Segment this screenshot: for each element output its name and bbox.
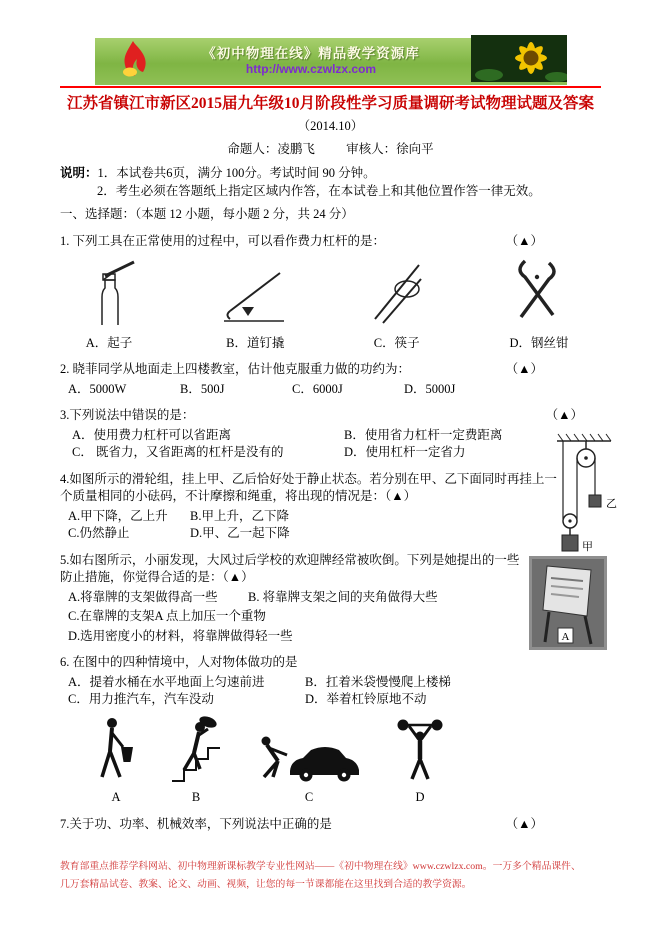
question-4-text: 4.如图所示的滑轮组，挂上甲、乙后恰好处于静止状态。若分别在甲、乙下面同时再挂上一个质量相同的小砝码，不计摩擦和绳重，将出现的情况是：: [60, 471, 557, 503]
option: C.仍然静止: [68, 526, 130, 540]
option: B.甲上升，乙下降: [190, 508, 289, 523]
sunflower-image: [471, 35, 567, 88]
pushing-car-image: [254, 729, 364, 789]
question-6-options-row-1: [60, 674, 560, 709]
answer-blank: （▲）: [545, 408, 583, 422]
site-logo-icon: [117, 39, 151, 85]
bottle-opener-image: [74, 253, 144, 333]
welcome-sign-image: [529, 556, 607, 656]
question-2-options: [60, 381, 601, 399]
instructions-label: 说明：: [60, 166, 98, 180]
question-1-text: 1. 下列工具在正常使用的过程中，可以看作费力杠杆的是：: [60, 233, 386, 248]
figure-cell: [396, 715, 444, 807]
question-4-text-row: [60, 471, 565, 506]
figure-cell: [222, 253, 288, 352]
questions-3-4-block: [60, 407, 617, 553]
question-5-text: 5.如右图所示，小丽发现，大风过后学校的欢迎牌经常被吹倒。下列是她提出的一些防止措施，你觉得合适的是：: [60, 552, 520, 584]
climbing-stairs-image: [170, 715, 222, 789]
question-6: [60, 654, 601, 807]
document-body: [60, 86, 617, 833]
site-banner: [95, 38, 567, 85]
question-2-text: 2. 晓菲同学从地面走上四楼教室，估计他克服重力做的功约为：: [60, 362, 411, 376]
option: B．扛着米袋慢慢爬上楼梯: [305, 674, 451, 689]
question-7: [60, 816, 601, 834]
wire-pliers-image: [505, 253, 573, 333]
question-5-options-row-1: [60, 589, 500, 607]
option: D.选用密度小的材料，将靠牌做得轻一些: [68, 628, 293, 643]
question-5: [60, 552, 601, 646]
answer-blank: （▲）: [505, 362, 543, 376]
answer-blank: （▲）: [505, 233, 543, 248]
question-setter: 命题人：凌鹏飞: [227, 141, 315, 156]
exam-date: （2014.10）: [297, 119, 364, 133]
pulley-weight-jia-label: 甲: [582, 541, 593, 553]
instruction-item-2: 2．考生必须在答题纸上指定区域内作答，在本试卷上和其他位置作答一律无效。: [97, 183, 541, 198]
instructions: [60, 165, 601, 200]
option: A.将靠牌的支架做得高一些: [68, 589, 218, 604]
figure-label: C: [304, 790, 314, 804]
rail-spike-crowbar-image: [222, 253, 288, 333]
answer-blank: （▲）: [222, 570, 254, 584]
chopsticks-image: [367, 253, 427, 333]
option: C． 既省力，又省距离的杠杆是没有的: [72, 445, 284, 459]
section-title: 一、选择题：（本题 12 小题，每小题 2 分，共 24 分）: [60, 207, 354, 221]
option: D．使用杠杆一定省力: [344, 445, 466, 459]
question-6-text: 6. 在图中的四种情境中，人对物体做功的是: [60, 655, 298, 669]
figure-cell: [94, 715, 138, 807]
lifting-barbell-image: [396, 715, 444, 789]
answer-blank: （▲）: [385, 489, 417, 503]
question-3: [60, 407, 601, 462]
site-title: 《初中物理在线》精品教学资源库: [202, 45, 420, 61]
figure-cell: [254, 729, 364, 807]
footer-line-2: 几万套精品试卷、教案、论文、动画、视频，让您的每一节课都能在这里找到合适的教学资源。: [60, 878, 472, 890]
pulley-system-diagram: [553, 429, 617, 569]
authors-line: [60, 141, 601, 159]
option-label: B．道钉撬: [226, 335, 285, 350]
figure-cell: [74, 253, 144, 352]
option-label: C．筷子: [373, 335, 420, 350]
figure-label: B: [191, 790, 201, 804]
banner-text: [151, 46, 471, 78]
option-label: A．起子: [85, 335, 133, 350]
site-url-link[interactable]: http://www.czwlzx.com: [245, 62, 377, 77]
question-2: [60, 361, 601, 398]
instruction-line-2: [60, 183, 601, 201]
question-3-text: 3.下列说法中错误的是：: [60, 408, 195, 422]
page-title: 江苏省镇江市新区2015届九年级10月阶段性学习质量调研考试物理试题及答案: [66, 95, 594, 112]
option: A．提着水桶在水平地面上匀速前进: [68, 674, 265, 689]
option: B．500J: [180, 381, 225, 396]
pulley-weight-yi-label: 乙: [606, 498, 617, 510]
question-4: [60, 471, 601, 543]
reviewer: 审核人：徐向平: [346, 141, 434, 156]
option: D．举着杠铃原地不动: [305, 692, 427, 706]
question-5-text-row: [60, 552, 522, 587]
instruction-line-1: [60, 165, 601, 183]
figure-label: A: [111, 790, 121, 804]
header-divider: [60, 86, 601, 88]
question-4-options: [60, 508, 390, 543]
option-label: D．钢丝钳: [509, 335, 569, 350]
instruction-item-1: 1．本试卷共6页，满分 100分。考试时间 90 分钟。: [97, 166, 376, 180]
option: D.甲、乙一起下降: [190, 526, 290, 540]
question-3-options: [60, 427, 601, 462]
question-1-figures: [60, 250, 601, 352]
option: A．使用费力杠杆可以省距离: [72, 427, 232, 442]
figure-cell: [505, 253, 573, 352]
option: A.甲下降，乙上升: [68, 508, 168, 523]
footer-line-1: 教育部重点推荐学科网站、初中物理新课标教学专业性网站——《初中物理在线》www.czwlzx.com。一万多个精品课件、: [60, 861, 581, 872]
option: A．5000W: [68, 381, 127, 396]
carrying-bucket-image: [94, 715, 138, 789]
page-footer: [60, 858, 608, 893]
question-6-figures: [60, 715, 601, 807]
sign-support-point-label: A: [561, 630, 570, 643]
option: B. 将靠牌支架之间的夹角做得大些: [248, 589, 438, 604]
option: B．使用省力杠杆一定费距离: [344, 427, 503, 442]
option: C．6000J: [292, 381, 343, 396]
answer-blank: （▲）: [505, 816, 543, 831]
figure-cell: [367, 253, 427, 352]
option: C．用力推汽车，汽车没动: [68, 692, 214, 706]
option: C.在靠牌的支架A 点上加压一个重物: [68, 609, 266, 623]
question-7-text: 7.关于功、功率、机械效率，下列说法中正确的是: [60, 816, 332, 831]
figure-cell: [170, 715, 222, 807]
figure-label: D: [415, 790, 425, 804]
option: D．5000J: [404, 381, 456, 396]
question-1: [60, 233, 601, 353]
